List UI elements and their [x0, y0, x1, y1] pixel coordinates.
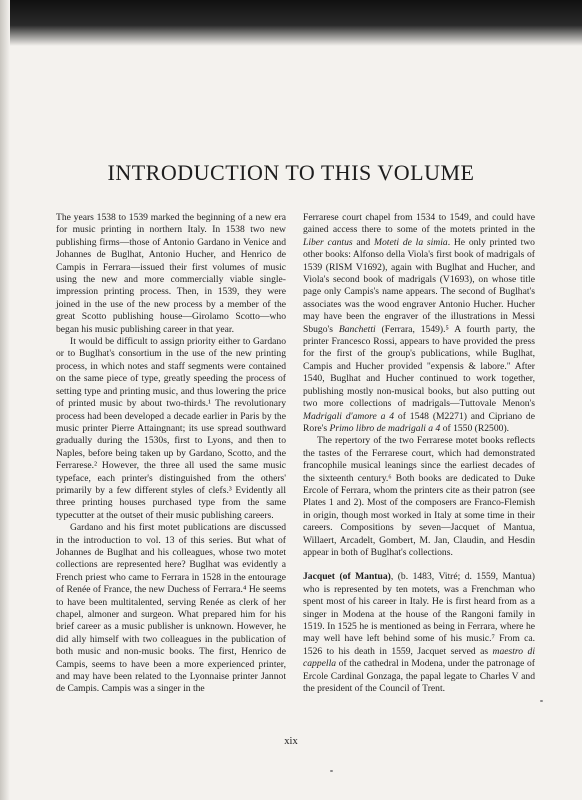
page-number: xix	[284, 736, 298, 747]
composer-name: Jacquet (of Mantua)	[303, 571, 391, 583]
paragraph: The years 1538 to 1539 marked the beginning of a new era for music printing in northern Italy. In 1538 two new publishing firms—those of Antonio Gardano in Venice and Johannes de Buglhat, Antonio Hucher, and Henrico de Campis in Ferrara—issued their first volumes of music using the new and more commercially viable single-impression printing process. Then, in 1539, they were joined in the use of the new process by a member of the great Scotto publishing house—Girolamo Scotto—who began his music publishing career in that year.	[56, 212, 286, 335]
paragraph: Jacquet (of Mantua), (b. 1483, Vitré; d. 1559, Mantua) who is represented by ten motets, was a Frenchman who spent most of his career in Italy. He is first heard from as a singer in Modena at the house of the Rangoni family in 1519. In 1525 he is mentioned as being in Ferrara, where he may well have left behind some of his music.⁷ From ca. 1526 to his death in 1559, Jacquet served as maestro di cappella of the cathedral in Modena, under the patronage of Ercole Cardinal Gonzaga, the papal legate to Charles V and the president of the Council of Trent.	[303, 571, 536, 695]
left-column	[56, 212, 286, 696]
scan-speck	[540, 700, 543, 702]
page-title: INTRODUCTION TO THIS VOLUME	[107, 160, 475, 185]
paragraph: It would be difficult to assign priority either to Gardano or to Buglhat's consortium in the use of the new printing process, in which notes and staff segments were contained on the same piece of type, greatly speeding the process of setting type and printing music, and thus lowering the price of printed music by about two-thirds.¹ The revolutionary process had been developed a decade earlier in Paris by the music printer Pierre Attaingnant; its use spread southward gradually during the 1530s, first to Lyons, and then to Naples, before being taken up by Gardano, Scotto, and the Ferrarese.² However, the three all used the same music typeface, each printer's distinguished from the others' primarily by a few different styles of clefs.³ Evidently all three printing houses purchased type from the same typecutter at the outset of their music publishing careers.	[56, 336, 286, 521]
paragraph: Ferrarese court chapel from 1534 to 1549, and could have gained access there to some of the motets printed in the Liber cantus and Moteti de la simia. He only printed two other books: Alfonso della Viola's first book of madrigals of 1539 (RISM V1692), again with Buglhat and Hucher, and Viola's second book of madrigals (V1693), on whose title page only Campis's name appears. The second of Buglhat's associates was the wood engraver Antonio Hucher. Hucher may have been the engraver of the illustrations in Messi Sbugo's Banchetti (Ferrara, 1549).⁵ A fourth party, the printer Francesco Rossi, appears to have provided the press for the first of the group's publications, while Buglhat, Campis and Hucher provided "expensis & labore." After 1540, Buglhat and Hucher continued to work together, publishing mostly non-musical books, but also putting out two more collections of madrigals—Tuttovale Menon's Madrigali d'amore a 4 of 1548 (M2271) and Cipriano de Rore's Primo libro de madrigali a 4 of 1550 (R2500).	[303, 212, 535, 434]
paragraph: Gardano and his first motet publications are discussed in the introduction to vol. 13 of this series. But what of Johannes de Buglhat and his colleagues, whose two motet collections are represented here? Buglhat was evidently a French priest who came to Ferrara in 1528 in the entourage of Renée of France, the new Duchess of Ferrara.⁴ He seems to have been multitalented, serving Renée as clerk of her chapel, almoner and surgeon. What prepared him for his brief career as a music publisher is unknown. However, he did ally himself with two colleagues in the publication of both music and non-music books. The first, Henrico de Campis, seems to have been a more experienced printer, and may have been related to the Lyonnaise printer Jannot de Campis. Campis was a singer in the	[56, 522, 286, 695]
scan-shadow-left	[0, 0, 10, 800]
scan-shadow-top	[0, 0, 582, 46]
paragraph: The repertory of the two Ferrarese motet books reflects the tastes of the Ferrarese court, which had demonstrated francophile musical leanings since the earliest decades of the sixteenth century.⁶ Both books are dedicated to Duke Ercole of Ferrara, whom the printers cite as their patron (see Plates 1 and 2). Most of the composers are Franco-Flemish in origin, though most worked in Italy at some time in their careers. Compositions by seven—Jacquet of Mantua, Willaert, Arcadelt, Gombert, M. Jan, Claudin, and Hesdin appear in both of Buglhat's collections.	[303, 435, 535, 558]
right-column	[303, 212, 535, 695]
scan-speck	[330, 770, 333, 772]
